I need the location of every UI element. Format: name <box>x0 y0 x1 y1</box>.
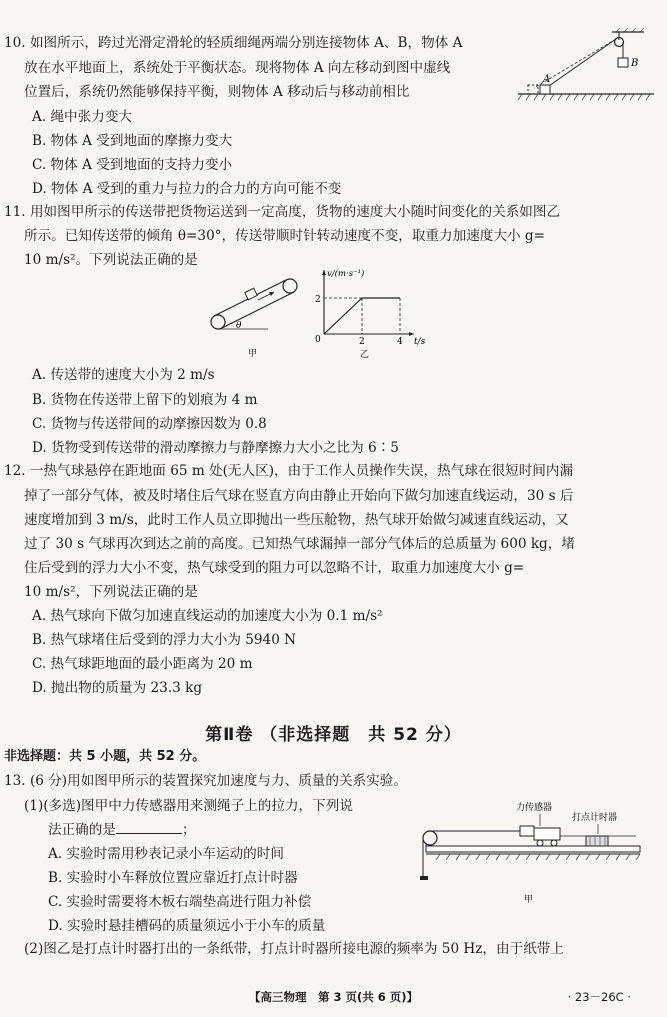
footer-exam-code: · 23－26C · <box>567 990 631 1004</box>
q13-stem-line1: 13. (6 分)用如图甲所示的装置探究加速度与力、质量的关系实验。 <box>4 773 407 789</box>
section-title: 第Ⅱ卷 （非选择题 共 52 分） <box>205 725 462 745</box>
q12-option-c: C. 热气球距地面的最小距离为 20 m <box>32 656 253 672</box>
q11-stem-line2: 所示。已知传送带的倾角 θ=30°，传送带顺时针转动速度不变，取重力加速度大小 g= <box>24 228 545 244</box>
q10-pulley-figure <box>516 28 656 102</box>
q10-figure-label-a: A <box>543 74 551 85</box>
q11-figure-label-jia: 甲 <box>248 349 258 359</box>
q11-option-b: B. 货物在传送带上留下的划痕为 4 m <box>32 392 258 408</box>
q10-stem-line3: 位置后，系统仍然能够保持平衡，则物体 A 移动后与移动前相比 <box>24 84 410 100</box>
q13-part2-line1: (2)图乙是打点计时器打出的一条纸带，打点计时器所接电源的频率为 50 Hz，由于纸带上 <box>24 941 564 957</box>
q12-stem-line6: 10 m/s²，下列说法正确的是 <box>24 584 198 600</box>
q11-graph-label-yi: 乙 <box>360 350 370 360</box>
q13-part1-prompt: 法正确的是 <box>48 822 116 838</box>
q11-conveyor-figure <box>200 268 310 364</box>
q11-graph-ylabel: v/(m·s⁻¹) <box>327 269 365 279</box>
q10-stem-line1: 10. 如图所示，跨过光滑定滑轮的轻质细绳两端分别连接物体 A、B，物体 A <box>4 35 463 51</box>
q11-velocity-graph <box>310 262 435 362</box>
q11-stem-line3: 10 m/s²。下列说法正确的是 <box>24 252 198 268</box>
q11-option-d: D. 货物受到传送带的滑动摩擦力与静摩擦力大小之比为 6∶5 <box>32 440 399 456</box>
q12-option-b: B. 热气球堵住后受到的浮力大小为 5940 N <box>32 632 297 648</box>
q13-option-b: B. 实验时小车释放位置应靠近打点计时器 <box>48 870 298 886</box>
q13-figure-label-sensor: 力传感器 <box>516 803 553 813</box>
q13-option-d: D. 实验时悬挂槽码的质量须远小于小车的质量 <box>48 918 326 934</box>
q10-figure-label-b: B <box>631 58 639 69</box>
q10-stem-line2: 放在水平地面上，系统处于平衡状态。现将物体 A 向左移动到图中虚线 <box>24 60 451 76</box>
q11-stem-line1: 11. 用如图甲所示的传送带把货物运送到一定高度，货物的速度大小随时间变化的关系如图乙 <box>4 204 561 220</box>
q10-option-d: D. 物体 A 受到的重力与拉力的合力的方向可能不变 <box>32 181 342 197</box>
q11-graph-tick-y2: 2 <box>315 295 321 305</box>
q10-option-b: B. 物体 A 受到地面的摩擦力变大 <box>32 133 233 149</box>
q13-part1-line1: (1)(多选)图甲中力传感器用来测绳子上的拉力，下列说 <box>24 798 353 814</box>
q13-apparatus-figure <box>420 798 650 910</box>
q13-figure-label-timer: 打点计时器 <box>572 813 618 823</box>
q12-stem-line4: 过了 30 s 气球再次到达之前的高度。已知热气球漏掉一部分气体后的总质量为 600 kg，堵 <box>24 536 575 552</box>
q13-figure-label-jia: 甲 <box>524 895 534 905</box>
section-subtitle: 非选择题：共 5 小题，共 52 分。 <box>4 749 206 764</box>
q10-option-a: A. 绳中张力变大 <box>32 109 133 125</box>
footer-page-info: 【高三物理 第 3 页(共 6 页)】 <box>248 990 419 1004</box>
q11-graph-tick-x4: 4 <box>397 337 403 347</box>
q13-option-a: A. 实验时需用秒表记录小车运动的时间 <box>48 846 284 862</box>
q12-option-a: A. 热气球向下做匀加速直线运动的加速度大小为 0.1 m/s² <box>32 608 383 624</box>
q11-option-c: C. 货物与传送带间的动摩擦因数为 0.8 <box>32 416 267 432</box>
q12-stem-line3: 速度增加到 3 m/s，此时工作人员立即抛出一些压舱物，热气球开始做匀减速直线运动，又 <box>24 512 569 528</box>
q11-figure-theta: θ <box>236 321 242 331</box>
q12-option-d: D. 抛出物的质量为 23.3 kg <box>32 680 203 696</box>
q12-stem-line5: 住后受到的浮力大小不变，热气球受到的阻力可以忽略不计，取重力加速度大小 g= <box>24 560 525 576</box>
q11-option-a: A. 传送带的速度大小为 2 m/s <box>32 367 215 383</box>
q13-answer-blank[interactable] <box>116 821 182 834</box>
q13-part1-semicolon: ； <box>181 822 196 838</box>
q10-option-c: C. 物体 A 受到地面的支持力变小 <box>32 157 233 173</box>
q11-graph-xlabel: t/s <box>414 337 426 347</box>
q11-graph-tick-0: 0 <box>315 335 321 345</box>
q13-option-c: C. 实验时需要将木板右端垫高进行阻力补偿 <box>48 894 312 910</box>
q11-graph-tick-x2: 2 <box>359 337 365 347</box>
q12-stem-line2: 掉了一部分气体，被及时堵住后气球在竖直方向由静止开始向下做匀加速直线运动，30 s 后 <box>24 488 574 504</box>
q12-stem-line1: 12. 一热气球悬停在距地面 65 m 处(无人区)，由于工作人员操作失误，热气球在很短时间内漏 <box>4 463 574 479</box>
